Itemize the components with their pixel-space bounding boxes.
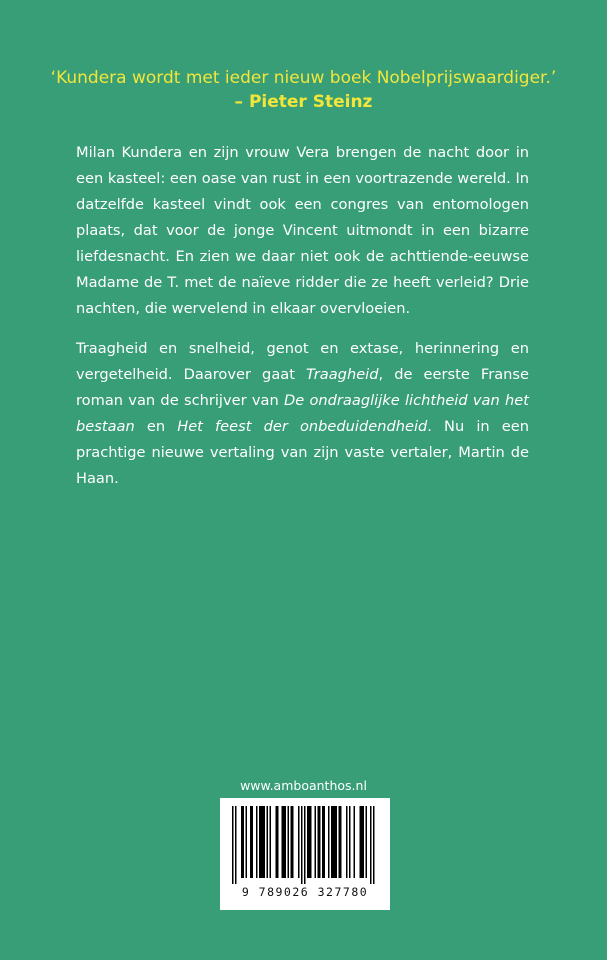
barcode-bar (301, 806, 303, 884)
barcode-bar (346, 806, 348, 878)
barcode-bar (370, 806, 372, 884)
quote-author: – Pieter Steinz (234, 92, 373, 112)
barcode-bar (366, 806, 368, 878)
blurb-text: . Nu in een prachtige nieuwe vertaling van zijn vaste vertaler, Martin de Haan. (76, 418, 529, 487)
publisher-website: www.amboanthos.nl (240, 778, 367, 793)
barcode-bar (304, 806, 306, 884)
barcode-bar (232, 806, 234, 884)
blurb-paragraph-2 (76, 336, 529, 492)
book-title-feest-der-onbeduidendheid: Het feest der onbeduidendheid (177, 418, 428, 435)
barcode-bar (354, 806, 356, 878)
barcode-bar (331, 806, 337, 878)
book-title-ondraaglijke-lichtheid: De ondraaglijke lichtheid van het bestaan (76, 392, 529, 435)
isbn-number: 9 789026 327780 (241, 885, 369, 899)
barcode-bar (276, 806, 279, 878)
barcode-bar (373, 806, 375, 884)
barcode-bar (315, 806, 317, 878)
barcode-bar (298, 806, 300, 878)
barcode-bar (267, 806, 269, 878)
isbn-barcode (220, 798, 390, 910)
blurb-text: Traagheid en snelheid, genot en extase, herinnering en vergetelheid. Daarover gaat (76, 340, 529, 383)
barcode-bar (246, 806, 248, 878)
quote-text: ‘Kundera wordt met ieder nieuw boek Nobelprijswaardiger.’ (50, 68, 557, 88)
blurb-text: en (134, 418, 178, 435)
barcode-bar (270, 806, 272, 878)
barcode-bar (288, 806, 290, 878)
blurb-text: , de eerste Franse roman van de schrijver van (76, 366, 529, 409)
barcode-bar (235, 806, 237, 884)
barcode-bar (318, 806, 321, 878)
barcode-bar (349, 806, 351, 878)
review-quote (0, 66, 607, 114)
barcode-bars (230, 806, 380, 886)
barcode-bar (282, 806, 287, 878)
book-title-traagheid: Traagheid (306, 366, 379, 383)
barcode-bar (241, 806, 244, 878)
blurb-paragraph-1: Milan Kundera en zijn vrouw Vera brengen de nacht door in een kasteel: een oase van rust in een voortrazende wereld. In datzelfde kasteel vindt ook een congres van entomologen plaats, dat voor de jonge Vincent uitmondt in een bizarre liefdesnacht. En zien we daar niet ook de achttiende-eeuwse Madame de T. met de naïeve ridder die ze heeft verleid? Drie nachten, die wervelend in elkaar overvloeien. (76, 144, 529, 317)
barcode-bar (360, 806, 365, 878)
barcode-bar (307, 806, 312, 878)
barcode-bar (259, 806, 265, 878)
barcode-bar (291, 806, 294, 878)
barcode-bar (328, 806, 330, 878)
barcode-bar (256, 806, 258, 878)
barcode-bar (250, 806, 253, 878)
barcode-bar (322, 806, 325, 878)
barcode-bar (339, 806, 342, 878)
